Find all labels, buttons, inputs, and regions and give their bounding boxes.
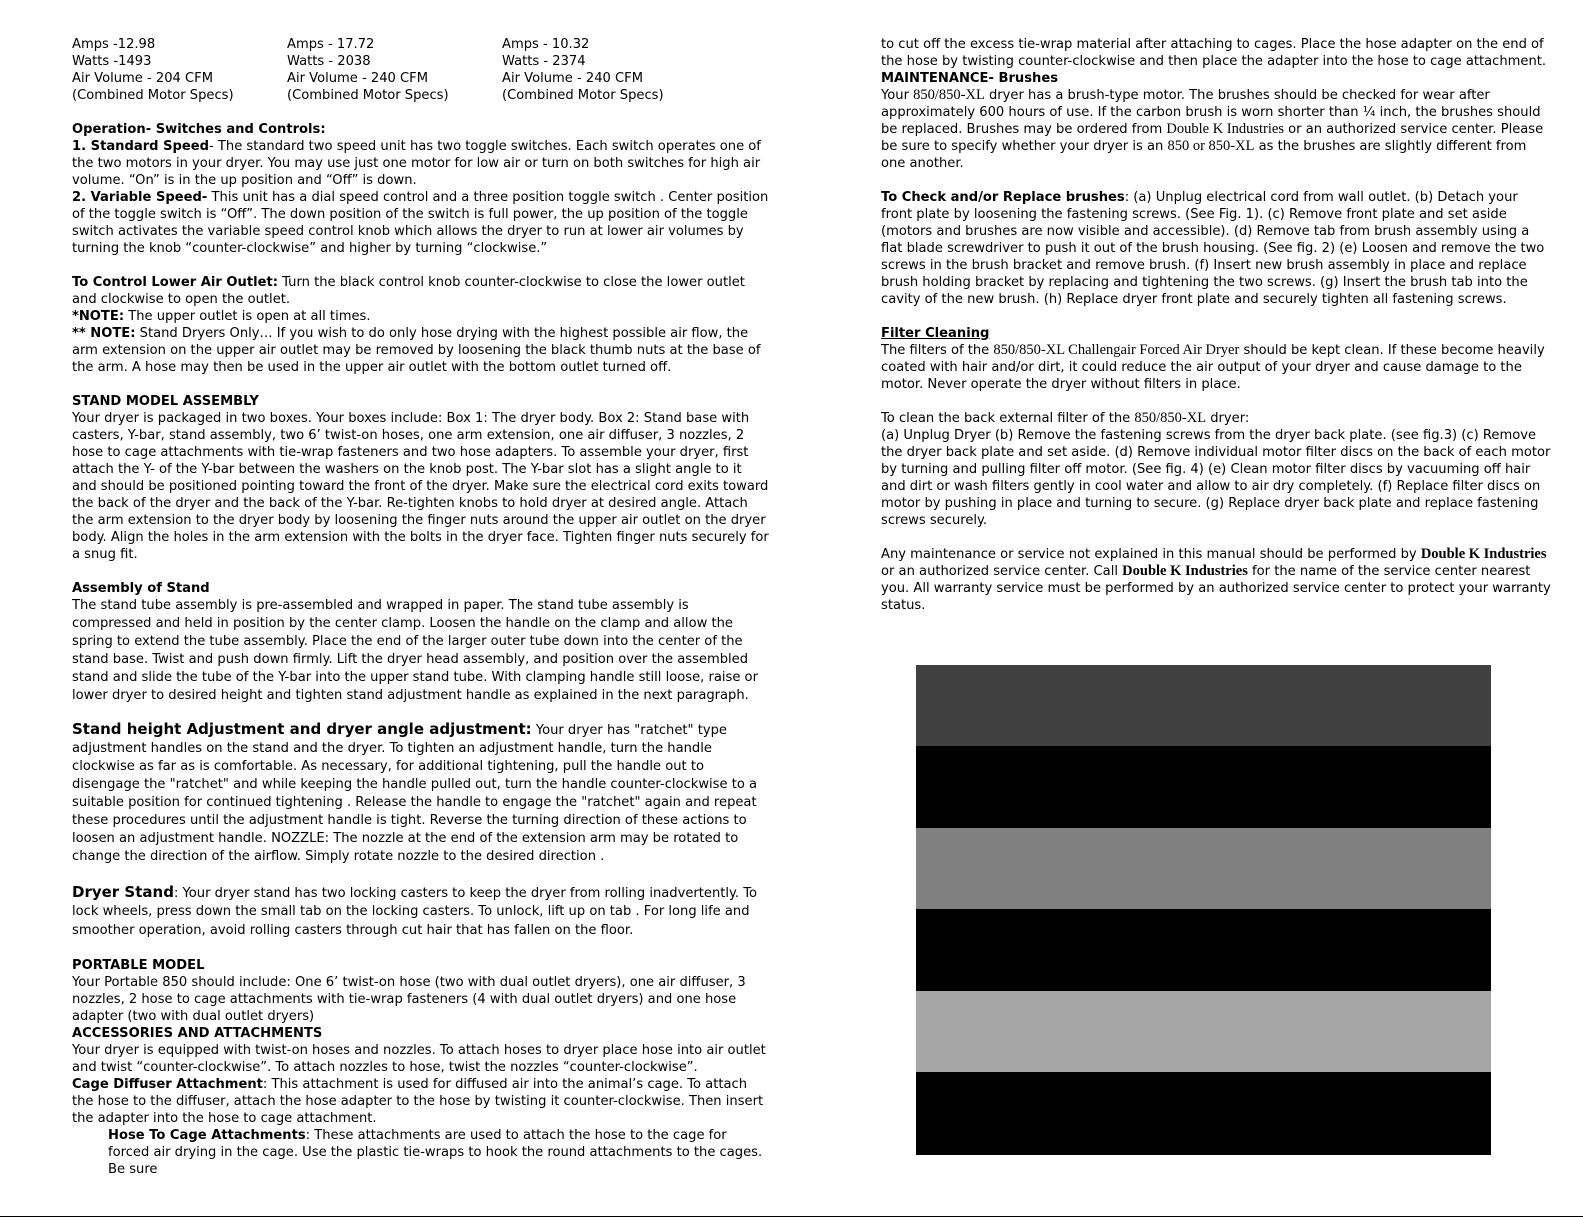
spec-air-3: Air Volume - 240 CFM xyxy=(502,71,644,86)
page-bottom-rule xyxy=(0,1216,1583,1217)
spec-amps-1: Amps -12.98 xyxy=(72,37,156,52)
bar-5 xyxy=(916,991,1491,1072)
clean-filter-intro: To clean the back external filter of the 850/850-XL dryer: xyxy=(881,410,1250,426)
spec-air-2: Air Volume - 240 CFM xyxy=(287,71,429,86)
height-adjustment-paragraph: Stand height Adjustment and dryer angle adjustment: Your dryer has "ratchet" type adjustment handles on the stand and the dryer. To tighten an adjustment handle, turn the handle clockwise as far as is comfortable. As necessary, for additional tightening, pull the handle out to disengage the "ratchet" and while keeping the handle pulled out, turn the handle counter-clockwise to a suitable position for continued tightening . Release the handle to engage the "ratchet" again and repeat these procedures until the adjustment handle is tight. Reverse the turning direction of these actions to loosen an adjustment handle. NOZZLE: The nozzle at the end of the extension arm may be rotated to change the direction of the airflow. Simply rotate nozzle to the desired direction . xyxy=(72,720,758,864)
spec-watts-3: Watts - 2374 xyxy=(502,54,586,69)
hose-to-cage-paragraph: Hose To Cage Attachments: These attachments are used to attach the hose to the cage for forced air drying in the cage. Use the plastic tie-wraps to hook the round attachments to the cages. Be sure xyxy=(108,1127,763,1177)
filter-text: The filters of the 850/850-XL Challengair Forced Air Dryer should be kept clean. If these become heavily coated with hair and/or dirt, it could reduce the air output of your dryer and cause damage to the motor. Never operate the dryer without filters in place. xyxy=(881,342,1545,392)
spec-watts-1: Watts -1493 xyxy=(72,54,152,69)
left-column xyxy=(72,36,770,1178)
image-placeholder-bars xyxy=(916,665,1491,1155)
continued-text: to cut off the excess tie-wrap material after attaching to cages. Place the hose adapter on the end of the hose by twisting counter-clockwise and then place the adapter into the hose to cage attachment. xyxy=(881,37,1547,69)
spec-note-1: (Combined Motor Specs) xyxy=(72,88,234,103)
assembly-stand-text: The stand tube assembly is pre-assembled and wrapped in paper. The stand tube assembly is compressed and held in position by the center clamp. Loosen the handle on the clamp and allow the spring to extend the tube assembly. Place the end of the larger outer tube down into the center of the stand base. Twist and push down firmly. Lift the dryer head assembly, and position over the assembled stand and slide the tube of the Y-bar into the upper stand tube. With clamping handle still loose, raise or lower dryer to desired height and tighten stand adjustment handle as explained in the next paragraph. xyxy=(72,598,758,703)
spec-note-2: (Combined Motor Specs) xyxy=(287,88,449,103)
brushes-text: Your 850/850-XL dryer has a brush-type motor. The brushes should be checked for wear after approximately 600 hours of use. If the carbon brush is worn shorter than ¼ inch, the brushes should be replaced. Brushes may be ordered from Double K Industries or an authorized service center. Please be sure to specify whether your dryer is an 850 or 850-XL as the brushes are slightly different from one another. xyxy=(881,87,1544,171)
note-stand-dryers: ** NOTE: Stand Dryers Only… If you wish to do only hose drying with the highest possible air flow, the arm extension on the upper air outlet may be removed by loosening the black thumb nuts at the base of the arm. A hose may then be used in the upper air outlet with the bottom outlet turned off. xyxy=(72,326,761,375)
bar-6 xyxy=(916,1072,1491,1155)
portable-text: Your Portable 850 should include: One 6’ twist-on hose (two with dual outlet dryers), one air diffuser, 3 nozzles, 2 hose to cage attachments with tie-wrap fasteners (4 with dual outlet dryers) and one hose adapter (two with dual outlet dryers) xyxy=(72,974,746,1024)
spec-note-3: (Combined Motor Specs) xyxy=(502,88,664,103)
cage-diffuser-paragraph: Cage Diffuser Attachment: This attachment is used for diffused air into the animal’s cage. To attach the hose to the diffuser, attach the hose adapter to the hose by twisting it counter-clockwise. Then insert the adapter into the hose to cage attachment. xyxy=(72,1076,764,1126)
accessories-text: Your dryer is equipped with twist-on hoses and nozzles. To attach hoses to dryer place hose into air outlet and twist “counter-clockwise”. To attach nozzles to hose, twist the nozzles “counter-clockwise”. xyxy=(72,1042,766,1075)
note-upper-outlet: *NOTE: The upper outlet is open at all times. xyxy=(72,309,371,324)
spec-amps-3: Amps - 10.32 xyxy=(502,37,590,52)
spec-amps-2: Amps - 17.72 xyxy=(287,37,375,52)
lower-outlet-paragraph: To Control Lower Air Outlet: Turn the black control knob counter-clockwise to close the lower outlet and clockwise to open the outlet. xyxy=(72,275,745,307)
standard-speed-paragraph: 1. Standard Speed- The standard two speed unit has two toggle switches. Each switch operates one of the two motors in your dryer. You may use just one motor for low air or turn on both switches for high air volume. “On” is in the up position and “Off” is down. xyxy=(72,139,761,188)
operation-heading: Operation- Switches and Controls: xyxy=(72,122,326,137)
variable-speed-paragraph: 2. Variable Speed- This unit has a dial speed control and a three position toggle switch . Center position of the toggle switch is “Off”. The down position of the switch is full power, the up position of the toggle switch activates the variable speed control knob which allows the dryer to run at lower air volumes by turning the knob “counter-clockwise” and higher by turning “clockwise.” xyxy=(72,190,769,256)
spec-air-1: Air Volume - 204 CFM xyxy=(72,71,214,86)
filter-heading: Filter Cleaning xyxy=(881,326,990,341)
stand-model-heading: STAND MODEL ASSEMBLY xyxy=(72,394,259,409)
check-brushes-paragraph: To Check and/or Replace brushes: (a) Unplug electrical cord from wall outlet. (b) Detach your front plate by loosening the fastening screws. (See Fig. 1). (c) Remove front plate and set aside (motors and brushes are now visible and accessible). (d) Remove tab from brush assembly using a flat blade screwdriver to push it out of the brush housing. (See fig. 2) (e) Loosen and remove the two screws in the brush bracket and remove brush. (f) Insert new brush assembly in place and replace brush holding bracket by replacing and tightening the two screws. (g) Insert the brush tab into the cavity of the new brush. (h) Replace dryer front plate and securely tighten all fastening screws. xyxy=(881,190,1545,307)
spec-watts-2: Watts - 2038 xyxy=(287,54,371,69)
right-column xyxy=(881,36,1551,614)
assembly-stand-heading: Assembly of Stand xyxy=(72,581,210,596)
bar-4 xyxy=(916,909,1491,991)
motor-specs xyxy=(72,36,770,104)
bar-3 xyxy=(916,828,1491,909)
bar-1 xyxy=(916,665,1491,746)
stand-model-text: Your dryer is packaged in two boxes. Your boxes include: Box 1: The dryer body. Box 2: Stand base with casters, Y-bar, stand assembly, two 6’ twist-on hoses, one arm extension, one air diffuser, 3 nozzles, 2 hose to cage attachments with tie-wrap fasteners and two hose adapters. To assemble your dryer, first attach the Y- of the Y-bar between the washers on the knob post. The Y-bar slot has a slight angle to it and should be positioned pointing toward the front of the dryer. Make sure the electrical cord exits toward the back of the dryer and the back of the Y-bar. Re-tighten knobs to hold dryer at desired angle. Attach the arm extension to the dryer body by loosening the finger nuts around the upper air outlet on the dryer body. Align the holes in the arm extension with the bolts in the dryer face. Tighten finger nuts securely for a snug fit. xyxy=(72,411,769,562)
brushes-heading: MAINTENANCE- Brushes xyxy=(881,71,1059,86)
dryer-stand-paragraph: Dryer Stand: Your dryer stand has two locking casters to keep the dryer from rolling inadvertently. To lock wheels, press down the small tab on the locking casters. To unlock, lift up on tab . For long life and smoother operation, avoid rolling casters through cut hair that has fallen on the floor. xyxy=(72,882,758,938)
accessories-heading: ACCESSORIES AND ATTACHMENTS xyxy=(72,1025,323,1041)
bar-2 xyxy=(916,746,1491,828)
portable-heading: PORTABLE MODEL xyxy=(72,957,205,973)
service-paragraph: Any maintenance or service not explained in this manual should be performed by Double K Industries or an authorized service center. Call Double K Industries for the name of the service center nearest you. All warranty service must be performed by an authorized service center to protect your warranty status. xyxy=(881,546,1551,613)
clean-filter-steps: (a) Unplug Dryer (b) Remove the fastening screws from the dryer back plate. (see fig.3) (c) Remove the dryer back plate and set aside. (d) Remove individual motor filter discs on the back of each motor by turning and pulling filter off motor. (See fig. 4) (e) Clean motor filter discs by vacuuming off hair and dirt or wash filters gently in cool water and allow to air dry completely. (f) Replace filter discs on motor by pushing in place and turning to secure. (g) Replace dryer back plate and replace fastening screws securely. xyxy=(881,428,1551,528)
